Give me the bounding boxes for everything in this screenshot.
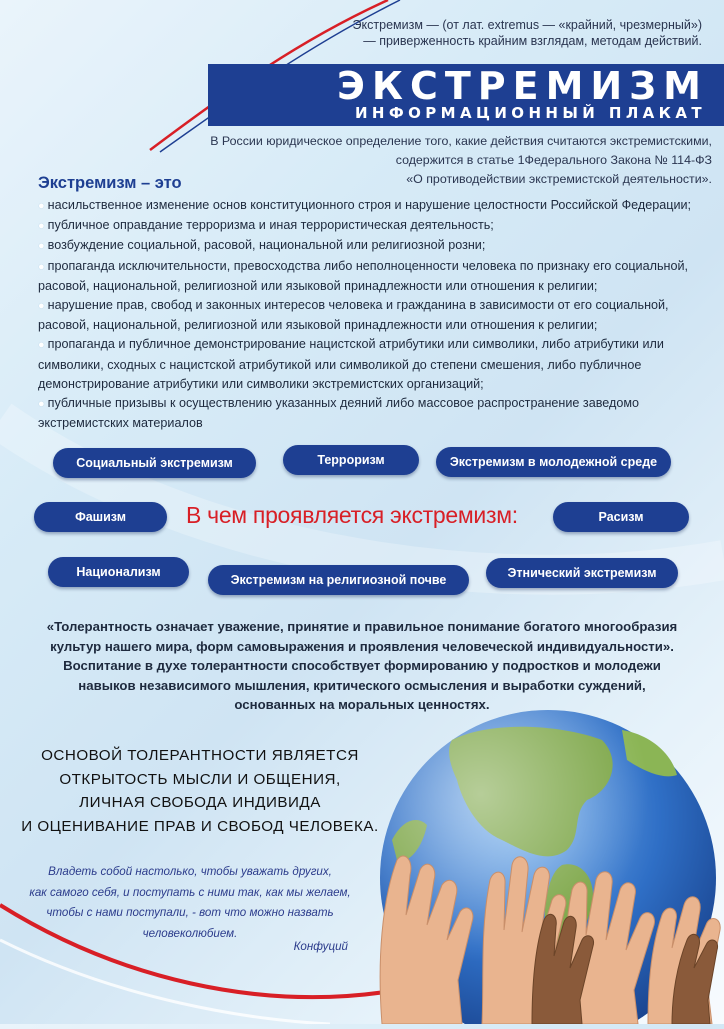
list-item-text: публичные призывы к осуществлению указанных деяний либо массовое распространение заведомо экстремистских материалов <box>38 396 639 431</box>
quote-line: Владеть собой настолько, чтобы уважать других, <box>48 865 332 878</box>
question-heading: В чем проявляется экстремизм: <box>186 502 518 528</box>
title-banner <box>208 64 724 126</box>
legal-line: содержится в статье 1Федерального Закона № 114-ФЗ <box>395 153 712 167</box>
legal-line: В России юридическое определение того, какие действия считаются экстремистскими, <box>210 134 712 148</box>
basis-line: И ОЦЕНИВАНИЕ ПРАВ И СВОБОД ЧЕЛОВЕКА. <box>21 817 379 835</box>
bullet-icon: ● <box>38 398 45 411</box>
pill-social-extremism[interactable]: Социальный экстремизм <box>53 448 256 478</box>
confucius-quote <box>20 862 360 944</box>
bullet-icon: ● <box>38 300 45 313</box>
pill-religious-extremism[interactable]: Экстремизм на религиозной почве <box>208 565 469 595</box>
tolerance-line: основанных на моральных ценностях. <box>234 697 490 712</box>
bullet-icon: ● <box>38 220 45 233</box>
list-item-text: нарушение прав, свобод и законных интересов человека и гражданина в зависимости от его социальной, расовой, национальной, религиозной или языковой принадлежности или отношения к религии; <box>38 298 669 333</box>
bullet-icon: ● <box>38 260 45 273</box>
basis-line: ЛИЧНАЯ СВОБОДА ИНДИВИДА <box>79 794 321 811</box>
poster-title: ЭКСТРЕМИЗМ <box>337 64 708 108</box>
basis-line: ОТКРЫТОСТЬ МЫСЛИ И ОБЩЕНИЯ, <box>59 770 341 788</box>
definition-note <box>342 17 702 49</box>
pill-youth-extremism[interactable]: Экстремизм в молодежной среде <box>436 447 671 477</box>
legal-note <box>192 132 712 189</box>
list-item <box>38 196 698 216</box>
list-item <box>38 296 698 335</box>
pill-racism[interactable]: Расизм <box>553 502 689 532</box>
list-item <box>38 236 698 256</box>
tolerance-line: Воспитание в духе толерантности способствует формированию у подростков и молодежи <box>63 658 661 673</box>
quote-line: чтобы с нами поступали, - вот что можно назвать <box>46 906 334 919</box>
quote-line: человеколюбием. <box>142 926 238 940</box>
definition-line: Экстремизм — (от лат. extremus — «крайний, чрезмерный») <box>352 18 702 32</box>
list-item-text: насильственное изменение основ конституционного строя и нарушение целостности Российской Федерации; <box>47 198 692 212</box>
bullet-icon: ● <box>38 240 45 253</box>
list-item <box>38 394 698 433</box>
list-item <box>38 216 698 236</box>
poster-subtitle: ИНФОРМАЦИОННЫЙ ПЛАКАТ <box>354 104 706 122</box>
list-item <box>38 257 698 296</box>
pill-terrorism[interactable]: Терроризм <box>283 445 419 475</box>
tolerance-line: «Толерантность означает уважение, принятие и правильное понимание богатого многообразия <box>46 619 678 634</box>
bullet-icon: ● <box>38 200 45 212</box>
list-item <box>38 335 698 394</box>
pill-nationalism[interactable]: Национализм <box>48 557 189 587</box>
list-item-text: возбуждение социальной, расовой, национальной или религиозной розни; <box>47 238 486 253</box>
tolerance-basis <box>0 744 400 838</box>
basis-line: ОСНОВОЙ ТОЛЕРАНТНОСТИ ЯВЛЯЕТСЯ <box>41 747 359 764</box>
globe-hands-image <box>372 700 724 1024</box>
definition-list <box>38 196 698 433</box>
quote-author: Конфуций <box>293 940 348 953</box>
list-item-text: публичное оправдание терроризма и иная террористическая деятельность; <box>47 218 494 233</box>
definition-line: — приверженность крайним взглядам, методам действий. <box>363 34 702 48</box>
list-item-text: пропаганда исключительности, превосходства либо неполноценности человека по признаку его социальной, расовой, национальной, религиозной или языковой принадлежности или отношения к религии; <box>38 258 688 293</box>
list-item-text: пропаганда и публичное демонстрирование нацистской атрибутики или символики, либо атрибутики или символики, сходных с нацистской атрибутикой или символикой до степени смешения, либо публичное демонстрирование атрибутики или символики экстремистских организаций; <box>38 337 664 391</box>
quote-line: как самого себя, и поступать с ними так, как мы желаем, <box>29 885 351 899</box>
tolerance-line: культур нашего мира, форм самовыражения и проявления человеческой индивидуальности». <box>50 638 674 654</box>
pill-fascism[interactable]: Фашизм <box>34 502 167 532</box>
bullet-icon: ● <box>38 339 45 352</box>
globe-icon <box>372 700 724 1024</box>
legal-line: «О противодействии экстремистской деятельности». <box>406 172 712 186</box>
tolerance-line: навыков независимого мышления, критического осмысления и выработки суждений, <box>78 677 646 693</box>
pill-ethnic-extremism[interactable]: Этнический экстремизм <box>486 558 678 588</box>
definition-heading: Экстремизм – это <box>38 174 182 192</box>
